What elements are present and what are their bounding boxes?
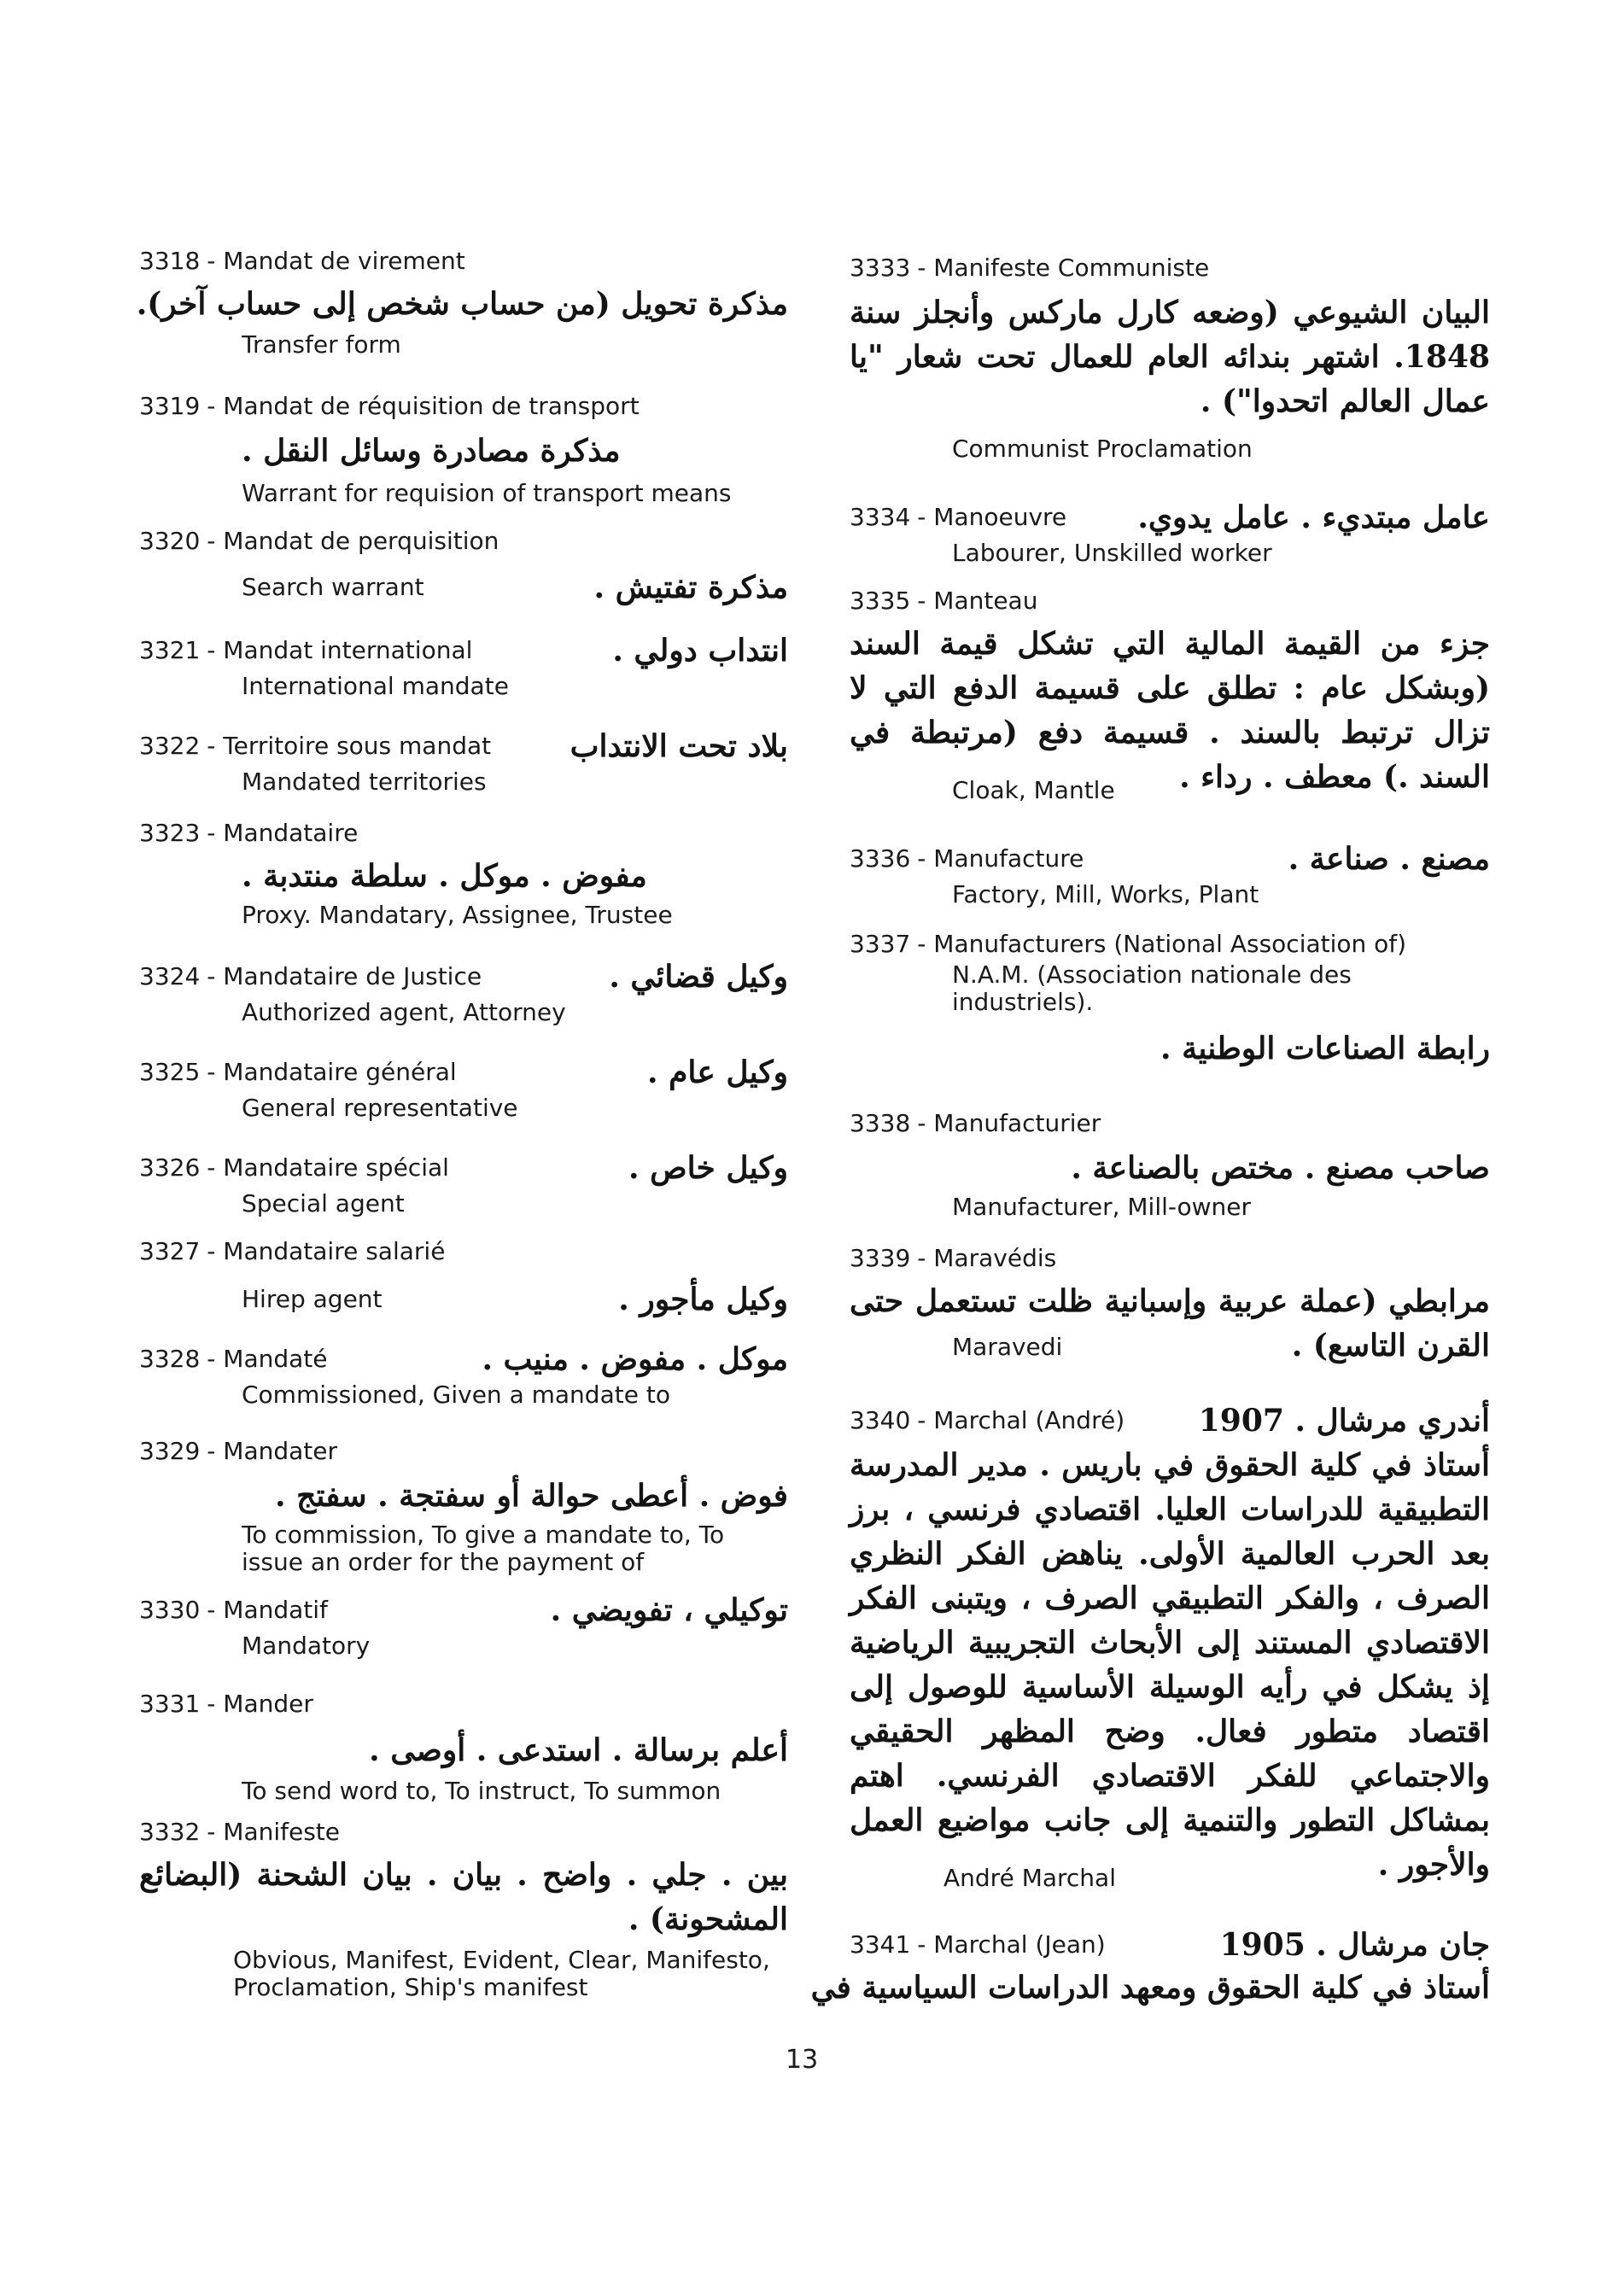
arabic-definition: توكيلي ، تفويضي . <box>550 1592 788 1628</box>
english-translation: Factory, Mill, Works, Plant <box>952 880 1259 908</box>
arabic-definition: انتداب دولي . <box>612 633 788 669</box>
entry-number: 3326 <box>139 1153 201 1182</box>
entry-head: 3341 - Marchal (Jean) <box>850 1930 1106 1959</box>
arabic-definition: أعلم برسالة . استدعى . أوصى . <box>369 1732 788 1768</box>
arabic-definition: بلاد تحت الانتداب <box>570 728 788 764</box>
entry-head: 3318 - Mandat de virement <box>139 247 465 275</box>
entry-head: 3339 - Maravédis <box>850 1244 1057 1272</box>
arabic-definition: عامل مبتديء . عامل يدوي. <box>1137 499 1490 535</box>
arabic-definition: وكيل مأجور . <box>618 1282 788 1317</box>
entry-head: 3320 - Mandat de perquisition <box>139 527 499 555</box>
entry-number: 3321 <box>139 636 201 664</box>
entry-number: 3328 <box>139 1345 201 1373</box>
entry-term: Manteau <box>933 587 1038 615</box>
entry-head: 3338 - Manufacturier <box>850 1109 1101 1137</box>
english-translation: Cloak, Mantle <box>952 776 1115 804</box>
arabic-definition: أستاذ في كلية الحقوق ومعهد الدراسات السياسية في <box>810 1970 1490 2006</box>
english-translation: Obvious, Manifest, Evident, Clear, Manifesto, Proclamation, Ship's manifest <box>233 1946 770 2001</box>
entry-term: Maravédis <box>933 1244 1057 1272</box>
entry-number: 3340 <box>850 1406 911 1434</box>
arabic-definition: جزء من القيمة المالية التي تشكل قيمة السند (وبشكل عام : تطلق على قسيمة الدفع التي لا تزال ترتبط بالسند . قسيمة دفع (مرتبطة في السند .) معطف . رداء . <box>850 626 1490 795</box>
page-number: 13 <box>786 2045 819 2075</box>
english-translation: Maravedi <box>952 1333 1063 1361</box>
entry-number: 3324 <box>139 962 201 990</box>
entry-number: 3320 <box>139 527 201 555</box>
entry-head: 3336 - Manufacture <box>850 844 1084 873</box>
english-translation: Transfer form <box>242 330 401 359</box>
arabic-definition: البيان الشيوعي (وضعه كارل ماركس وأنجلز سنة 1848. اشتهر بندائه العام للعمال تحت شعار "يا عمال العالم اتحدوا") . <box>850 295 1490 419</box>
arabic-name: أندري مرشال . 1907 <box>1198 1403 1490 1439</box>
entry-term: Manifeste <box>223 1818 340 1846</box>
entry-term: Marchal (André) <box>933 1406 1125 1434</box>
entry-term: Mandat international <box>223 636 473 664</box>
arabic-definition: أستاذ في كلية الحقوق في باريس . مدير المدرسة التطبيقية للدراسات العليا. اقتصادي فرنسي ، برز بعد الحرب العالمية الأولى. يناهض الفكر النظري الصرف ، والفكر التطبيقي الصرف ، ويتبنى الفكر الاقتصادي المستند إلى الأبحاث التجريبية الرياضية إذ يشكل في رأيه الوسيلة الأساسية للوصول إلى اقتصاد متطور فعال. وضح المظهر الحقيقي والاجتماعي للفكر الاقتصادي الفرنسي. اهتم بمشاكل التطور والتنمية إلى جانب مواضيع العمل والأجور . <box>850 1447 1490 1883</box>
english-translation: Authorized agent, Attorney <box>242 998 566 1026</box>
entry-term: Mandatif <box>223 1596 328 1624</box>
entry-term: Marchal (Jean) <box>933 1930 1106 1959</box>
entry-head: 3326 - Mandataire spécial <box>139 1153 449 1182</box>
entry-number: 3318 <box>139 247 201 275</box>
entry-number: 3335 <box>850 587 911 615</box>
entry-term: Mandataire général <box>223 1058 457 1086</box>
english-translation: Mandated territories <box>242 768 487 796</box>
entry-head: 3325 - Mandataire général <box>139 1058 457 1086</box>
entry-head: 3322 - Territoire sous mandat <box>139 732 492 760</box>
english-translation: Labourer, Unskilled worker <box>952 539 1272 567</box>
entry-number: 3330 <box>139 1596 201 1624</box>
entry-term: Mandat de virement <box>223 247 465 275</box>
entry-term: Mandat de perquisition <box>223 527 499 555</box>
arabic-definition: وكيل خاص . <box>628 1150 788 1186</box>
english-translation: Commissioned, Given a mandate to <box>242 1381 670 1409</box>
english-translation: Mandatory <box>242 1632 371 1660</box>
entry-number: 3341 <box>850 1930 911 1959</box>
entry-head: 3333 - Manifeste Communiste <box>850 254 1210 282</box>
entry-term: Mandataire de Justice <box>223 962 482 990</box>
english-translation: Proxy. Mandatary, Assignee, Trustee <box>242 901 673 929</box>
entry-head: 3329 - Mandater <box>139 1437 337 1465</box>
entry-number: 3319 <box>139 392 201 420</box>
english-translation: To send word to, To instruct, To summon <box>242 1777 721 1805</box>
arabic-definition: مذكرة تفتيش . <box>593 569 788 605</box>
entry-number: 3334 <box>850 503 911 531</box>
arabic-definition: رابطة الصناعات الوطنية . <box>1160 1031 1490 1066</box>
arabic-definition: وكيل قضائي . <box>609 959 788 995</box>
entry-number: 3337 <box>850 930 911 958</box>
arabic-definition: بين . جلي . واضح . بيان . بيان الشحنة (البضائع المشحونة) . <box>139 1857 788 1937</box>
entry-term: Territoire sous mandat <box>223 732 492 760</box>
entry-number: 3322 <box>139 732 201 760</box>
entry-head: 3327 - Mandataire salarié <box>139 1237 446 1265</box>
entry-term: Manufacturers (National Association of) <box>933 930 1407 958</box>
english-translation: Hirep agent <box>242 1285 383 1313</box>
entry-head: 3332 - Manifeste <box>139 1818 340 1846</box>
entry-number: 3331 <box>139 1690 201 1718</box>
entry-number: 3325 <box>139 1058 201 1086</box>
entry-head: 3331 - Mander <box>139 1690 313 1718</box>
arabic-definition: مذكرة مصادرة وسائل النقل . <box>242 433 621 469</box>
arabic-definition: مرابطي (عملة عربية وإسبانية ظلت تستعمل حتى القرن التاسع) . <box>850 1283 1490 1363</box>
entry-head: 3323 - Mandataire <box>139 819 359 847</box>
entry-number: 3333 <box>850 254 911 282</box>
entry-number: 3329 <box>139 1437 201 1465</box>
entry-number: 3323 <box>139 819 201 847</box>
arabic-definition: وكيل عام . <box>647 1054 788 1090</box>
english-translation: André Marchal <box>943 1864 1116 1892</box>
english-translation: Special agent <box>242 1189 405 1217</box>
entry-number: 3336 <box>850 844 911 873</box>
english-translation: General representative <box>242 1094 518 1122</box>
arabic-definition: صاحب مصنع . مختص بالصناعة . <box>1071 1150 1490 1186</box>
arabic-definition: مفوض . موكل . سلطة منتدبة . <box>242 858 647 894</box>
english-translation: International mandate <box>242 672 509 700</box>
entry-term: Manifeste Communiste <box>933 254 1210 282</box>
english-translation: Warrant for requision of transport means <box>242 479 732 507</box>
entry-term: Manufacture <box>933 844 1084 873</box>
entry-head: 3334 - Manoeuvre <box>850 503 1067 531</box>
entry-term: Mandat de réquisition de transport <box>223 392 640 420</box>
entry-term: Mandaté <box>223 1345 328 1373</box>
entry-term: Mandataire <box>223 819 359 847</box>
arabic-definition: مذكرة تحويل (من حساب شخص إلى حساب آخر). <box>136 286 788 322</box>
english-translation: To commission, To give a mandate to, To issue an order for the payment of <box>242 1521 725 1576</box>
entry-term: Manufacturier <box>933 1109 1101 1137</box>
entry-term: Mandataire salarié <box>223 1237 446 1265</box>
entry-term: Mandater <box>223 1437 337 1465</box>
entry-head: 3340 - Marchal (André) <box>850 1406 1125 1434</box>
entry-term-continuation: N.A.M. (Association nationale des industriels). <box>952 960 1352 1016</box>
arabic-name: جان مرشال . 1905 <box>1219 1927 1490 1963</box>
entry-term: Manoeuvre <box>933 503 1067 531</box>
english-translation: Search warrant <box>242 573 424 601</box>
entry-number: 3339 <box>850 1244 911 1272</box>
entry-term: Mandataire spécial <box>223 1153 449 1182</box>
arabic-definition: فوض . أعطى حوالة أو سفتجة . سفتج . <box>275 1478 788 1514</box>
entry-head: 3324 - Mandataire de Justice <box>139 962 482 990</box>
english-translation: Communist Proclamation <box>952 435 1253 463</box>
entry-number: 3327 <box>139 1237 201 1265</box>
entry-number: 3338 <box>850 1109 911 1137</box>
entry-head: 3319 - Mandat de réquisition de transport <box>139 392 640 420</box>
entry-head: 3330 - Mandatif <box>139 1596 328 1624</box>
entry-head: 3328 - Mandaté <box>139 1345 328 1373</box>
entry-number: 3332 <box>139 1818 201 1846</box>
entry-head: 3321 - Mandat international <box>139 636 473 664</box>
entry-head: 3337 - Manufacturers (National Association of) <box>850 930 1407 958</box>
arabic-definition: موكل . مفوض . منيب . <box>482 1341 788 1377</box>
english-translation: Manufacturer, Mill-owner <box>952 1193 1252 1221</box>
arabic-definition: مصنع . صناعة . <box>1288 841 1490 877</box>
entry-term: Mander <box>223 1690 313 1718</box>
entry-head: 3335 - Manteau <box>850 587 1038 615</box>
